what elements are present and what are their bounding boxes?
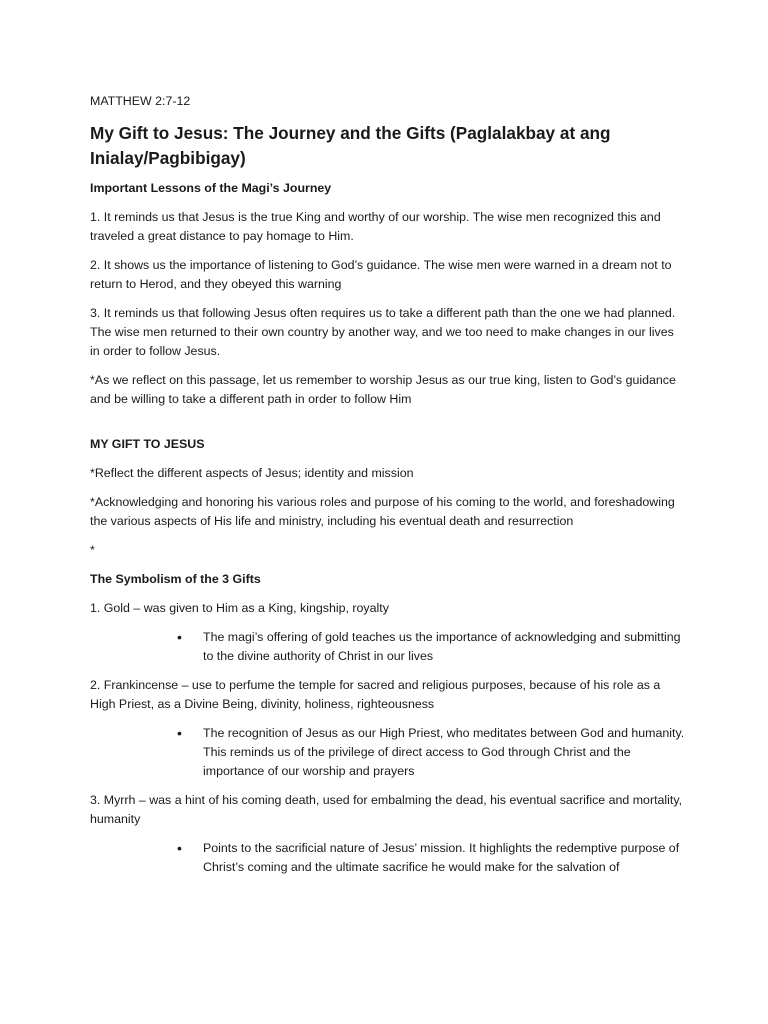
myrrh-bullet: • Points to the sacrificial nature of Jesus’ mission. It highlights the redemptive purpose of Christ’s coming and the ultimate sacrifice he would make for the salvation of	[203, 839, 686, 877]
gift-gold: 1. Gold – was given to Him as a King, kingship, royalty	[90, 601, 389, 615]
document-title: My Gift to Jesus: The Journey and the Gifts (Paglalakbay at ang Inialay/Pagbibigay)	[90, 123, 611, 168]
lesson-item-1: 1. It reminds us that Jesus is the true King and worthy of our worship. The wise men recognized this and traveled a great distance to pay homage to Him.	[90, 210, 661, 243]
gold-bullet: • The magi’s offering of gold teaches us the importance of acknowledging and submitting to the divine authority of Christ in our lives	[203, 628, 686, 666]
lesson-item-3: 3. It reminds us that following Jesus often requires us to take a different path than the one we had planned. The wise men returned to their own country by another way, and we too need to make changes in our lives in order to follow Jesus.	[90, 306, 676, 358]
gold-bullet-list	[90, 628, 686, 666]
frankincense-bullet: • The recognition of Jesus as our High Priest, who meditates between God and humanity. This reminds us of the privilege of direct access to God through Christ and the importance of our worship and prayers	[203, 724, 686, 781]
gift-note-2: *Acknowledging and honoring his various roles and purpose of his coming to the world, and foreshadowing the various aspects of His life and ministry, including his eventual death and resurrection	[90, 495, 675, 528]
gift-heading: MY GIFT TO JESUS	[90, 437, 205, 451]
gift-myrrh: 3. Myrrh – was a hint of his coming death, used for embalming the dead, his eventual sacrifice and mortality, humanity	[90, 793, 683, 826]
gift-note-1: *Reflect the different aspects of Jesus; identity and mission	[90, 466, 414, 480]
lessons-heading: Important Lessons of the Magi’s Journey	[90, 181, 332, 195]
lesson-item-2: 2. It shows us the importance of listening to God’s guidance. The wise men were warned in a dream not to return to Herod, and they obeyed this warning	[90, 258, 672, 291]
frankincense-bullet-list	[90, 724, 686, 781]
scripture-reference: MATTHEW 2:7-12	[90, 94, 191, 108]
symbolism-heading: The Symbolism of the 3 Gifts	[90, 572, 261, 586]
reflection-note: *As we reflect on this passage, let us remember to worship Jesus as our true king, listen to God’s guidance and be willing to take a different path in order to follow Him	[90, 373, 676, 406]
gift-frankincense: 2. Frankincense – use to perfume the temple for sacred and religious purposes, because of his role as a High Priest, as a Divine Being, divinity, holiness, righteousness	[90, 678, 661, 711]
gift-note-3: *	[90, 543, 95, 557]
document-page	[90, 92, 686, 887]
myrrh-bullet-list	[90, 839, 686, 877]
